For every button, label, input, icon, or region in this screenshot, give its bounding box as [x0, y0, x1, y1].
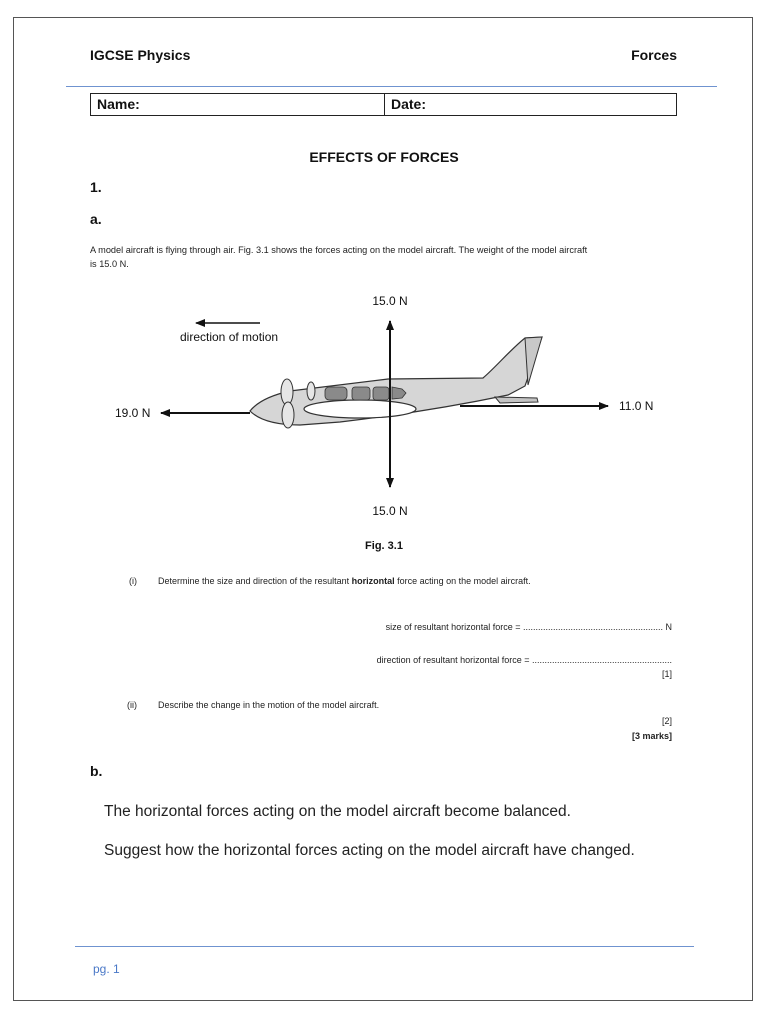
top-force-label: 15.0 N	[372, 294, 408, 308]
direction-answer-line[interactable]: direction of resultant horizontal force = ........................................................	[376, 655, 672, 665]
intro-line-2: is 15.0 N.	[90, 259, 129, 269]
figure-caption: Fig. 3.1	[365, 540, 403, 552]
sub-i-number: (i)	[129, 576, 137, 586]
part-b-label: b.	[90, 763, 103, 779]
bottom-force-label: 15.0 N	[372, 504, 408, 518]
sub-i-marks: [1]	[661, 669, 672, 679]
sub-i-text-bold: horizontal	[351, 576, 395, 586]
intro-line-1: A model aircraft is flying through air. Fig. 3.1 shows the forces acting on the model aircraft. The weight of the model aircraft	[90, 245, 588, 255]
size-answer-line[interactable]: size of resultant horizontal force = ........................................................ N	[385, 622, 672, 632]
header-subject: IGCSE Physics	[90, 47, 191, 63]
total-marks: [3 marks]	[631, 731, 672, 741]
name-date-table	[90, 93, 677, 116]
aircraft-image	[250, 337, 542, 428]
right-force-label: 11.0 N	[619, 399, 654, 413]
name-field[interactable]: Name:	[91, 94, 385, 115]
sub-i-question	[158, 576, 531, 586]
worksheet-title: EFFECTS OF FORCES	[309, 149, 459, 165]
sub-i-text-before: Determine the size and direction of the resultant	[158, 576, 352, 586]
part-a-label: a.	[90, 211, 102, 227]
sub-i-text-after: force acting on the model aircraft.	[394, 576, 531, 586]
header-divider	[66, 86, 717, 87]
part-b-statement: The horizontal forces acting on the model aircraft become balanced.	[104, 803, 571, 820]
force-diagram	[100, 285, 670, 525]
footer-divider	[75, 946, 694, 947]
date-field[interactable]: Date:	[391, 96, 427, 112]
sub-ii-number: (ii)	[127, 700, 137, 710]
motion-label: direction of motion	[180, 330, 279, 344]
part-b-question: Suggest how the horizontal forces acting on the model aircraft have changed.	[104, 842, 635, 859]
left-force-label: 19.0 N	[115, 406, 151, 420]
sub-ii-question: Describe the change in the motion of the model aircraft.	[158, 700, 380, 710]
question-intro	[90, 243, 690, 271]
header-topic: Forces	[631, 47, 677, 63]
question-number: 1.	[90, 179, 102, 195]
sub-ii-marks: [2]	[661, 716, 672, 726]
page-number: pg. 1	[93, 962, 120, 976]
